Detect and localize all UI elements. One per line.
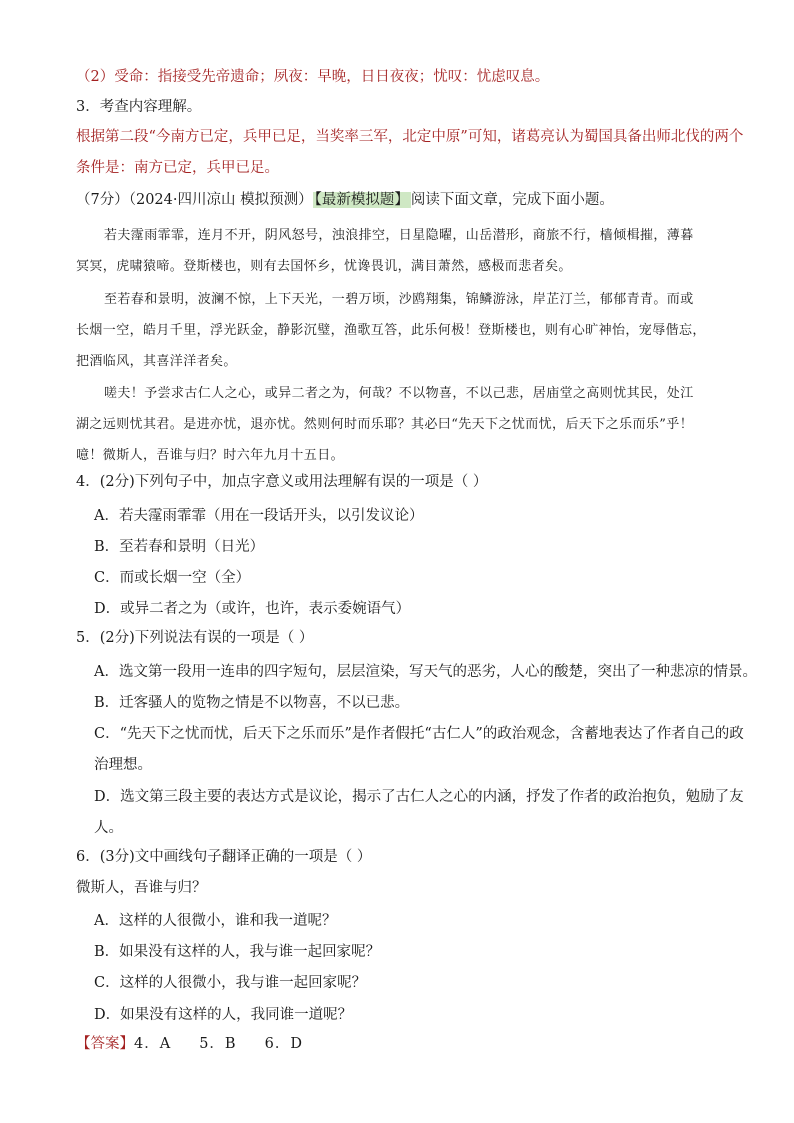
passage-line: 湖之远则忧其君。是进亦忧，退亦忧。然则何时而乐耶？其必曰“先天下之忧而忧，后天下之乐而乐”乎！ xyxy=(76,417,694,432)
question-stem: 4．(2分)下列句子中，加点字意义或用法理解有误的一项是（ ） xyxy=(76,474,488,490)
option-b: B．至若春和景明（日光） xyxy=(94,539,265,555)
option-d: D．选文第三段主要的表达方式是议论，揭示了古仁人之心的内涵，抒发了作者的政治抱负，勉励了友 xyxy=(94,789,744,805)
question-stem: 6．(3分)文中画线句子翻译正确的一项是（ ） xyxy=(76,849,372,865)
option-d-continued: 人。 xyxy=(94,820,123,836)
explanation-heading: 3．考查内容理解。 xyxy=(76,99,202,115)
option-b: B．迁客骚人的览物之情是不以物喜，不以已悲。 xyxy=(94,695,410,711)
latest-mock-badge: 【最新模拟题】 xyxy=(314,192,409,208)
option-c-continued: 治理想。 xyxy=(94,757,152,773)
option-d: D．或异二者之为（或许，也许，表示委婉语气） xyxy=(94,601,411,617)
answer-6: 6．D xyxy=(264,1036,303,1052)
option-a: A．这样的人很微小，谁和我一道呢？ xyxy=(94,913,337,929)
option-c: C．这样的人很微小，我与谁一起回家呢？ xyxy=(94,975,367,991)
answer-explanation-line: 根据第二段“今南方已定，兵甲已足，当奖率三军，北定中原”可知，诸葛亮认为蜀国具备出师北伐的两个 xyxy=(76,129,744,145)
option-a: A．若夫霪雨霏霏（用在一段话开头，以引发议论） xyxy=(94,508,424,524)
option-c: C．“先天下之忧而忧，后天下之乐而乐”是作者假托“古仁人”的政治观念，含蓄地表达了作者自己的政 xyxy=(94,726,744,742)
answer-values xyxy=(134,1036,331,1052)
intro-prefix: （7分）（2024·四川凉山 模拟预测） xyxy=(76,192,313,208)
passage-line: 长烟一空，皓月千里，浮光跃金，静影沉璧，渔歌互答，此乐何极！登斯楼也，则有心旷神怡，宠辱偕忘， xyxy=(76,323,706,338)
passage-line: 若夫霪雨霏霏，连月不开，阴风怒号，浊浪排空，日星隐曜，山岳潜形，商旅不行，樯倾楫摧，薄暮 xyxy=(104,228,694,243)
question-group-intro xyxy=(76,190,614,210)
option-d: D．如果没有这样的人，我同谁一道呢？ xyxy=(94,1007,353,1023)
answer-explanation-line: 条件是：南方已定，兵甲已足。 xyxy=(76,160,279,176)
option-b: B．如果没有这样的人，我与谁一起回家呢？ xyxy=(94,944,381,960)
passage-line: 噫！微斯人，吾谁与归？时六年九月十五日。 xyxy=(76,448,345,463)
answer-4: 4．A xyxy=(134,1036,172,1052)
option-c: C．而或长烟一空（全） xyxy=(94,570,251,586)
passage-line: 把酒临风，其喜洋洋者矣。 xyxy=(76,354,237,369)
passage-line: 嗟夫！予尝求古仁人之心，或异二者之为，何哉？不以物喜，不以己悲，居庙堂之高则忧其民，处江 xyxy=(104,386,694,401)
answer-5: 5．B xyxy=(199,1036,237,1052)
passage-line: 至若春和景明，波澜不惊，上下天光，一碧万顷，沙鸥翔集，锦鳞游泳，岸芷汀兰，郁郁青青。而或 xyxy=(104,292,694,307)
quoted-sentence: 微斯人，吾谁与归？ xyxy=(76,880,207,896)
passage-line: 冥冥，虎啸猿啼。登斯楼也，则有去国怀乡，忧谗畏讥，满目萧然，感极而悲者矣。 xyxy=(76,259,572,274)
answer-line xyxy=(76,1034,331,1054)
answer-tag: 【答案】 xyxy=(76,1036,134,1052)
intro-suffix: 阅读下面文章，完成下面小题。 xyxy=(410,192,614,208)
question-stem: 5．(2分)下列说法有误的一项是（ ） xyxy=(76,630,314,646)
answer-explanation-line: （2）受命：指接受先帝遗命；夙夜：早晚，日日夜夜；忧叹：忧虑叹息。 xyxy=(76,69,550,85)
option-a: A．选文第一段用一连串的四字短句，层层渲染，写天气的恶劣，人心的酸楚，突出了一种悲凉的情景。 xyxy=(94,664,757,680)
